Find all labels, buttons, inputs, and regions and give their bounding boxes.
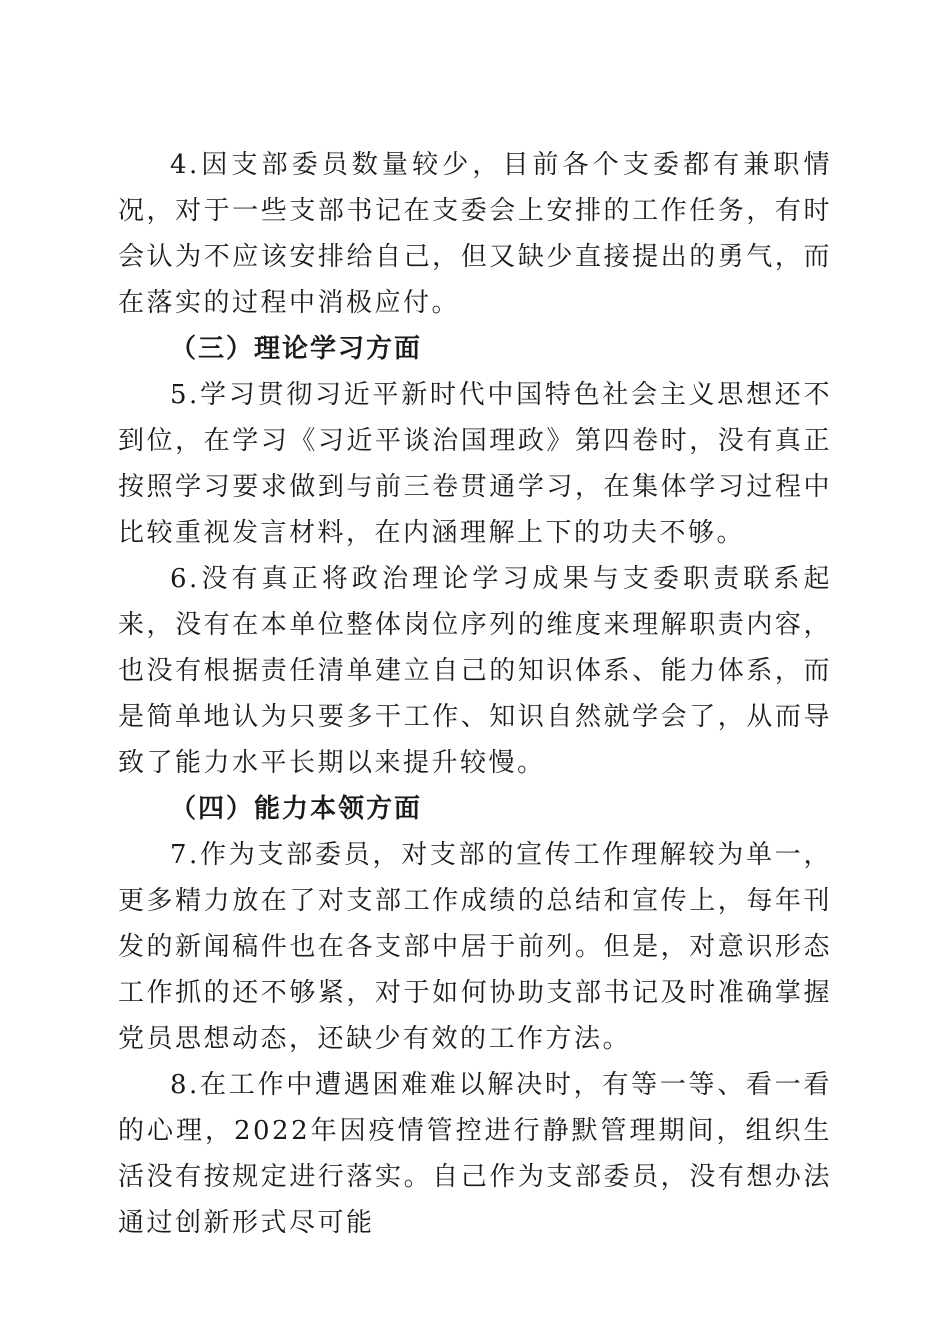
paragraph-item-6: 6.没有真正将政治理论学习成果与支委职责联系起来，没有在本单位整体岗位序列的维度来理解职责内容，也没有根据责任清单建立自己的知识体系、能力体系，而是简单地认为只要多干工作、知识自然就学会了，从而导致了能力水平长期以来提升较慢。 (118, 564, 832, 778)
section-heading-theory-study: （三）理论学习方面 (170, 334, 423, 364)
paragraph-item-7: 7.作为支部委员，对支部的宣传工作理解较为单一，更多精力放在了对支部工作成绩的总结和宣传上，每年刊发的新闻稿件也在各支部中居于前列。但是，对意识形态工作抓的还不够紧，对于如何协助支部书记及时准确掌握党员思想动态，还缺少有效的工作方法。 (118, 840, 832, 1054)
section-heading-capability: （四）能力本领方面 (170, 794, 423, 824)
document-body (118, 142, 832, 1246)
paragraph-item-4: 4.因支部委员数量较少，目前各个支委都有兼职情况，对于一些支部书记在支委会上安排的工作任务，有时会认为不应该安排给自己，但又缺少直接提出的勇气，而在落实的过程中消极应付。 (118, 150, 832, 318)
paragraph-item-5: 5.学习贯彻习近平新时代中国特色社会主义思想还不到位，在学习《习近平谈治国理政》第四卷时，没有真正按照学习要求做到与前三卷贯通学习，在集体学习过程中比较重视发言材料，在内涵理解上下的功夫不够。 (118, 380, 832, 548)
paragraph-item-8: 8.在工作中遭遇困难难以解决时，有等一等、看一看的心理，2022年因疫情管控进行静默管理期间，组织生活没有按规定进行落实。自己作为支部委员，没有想办法通过创新形式尽可能 (118, 1070, 832, 1238)
